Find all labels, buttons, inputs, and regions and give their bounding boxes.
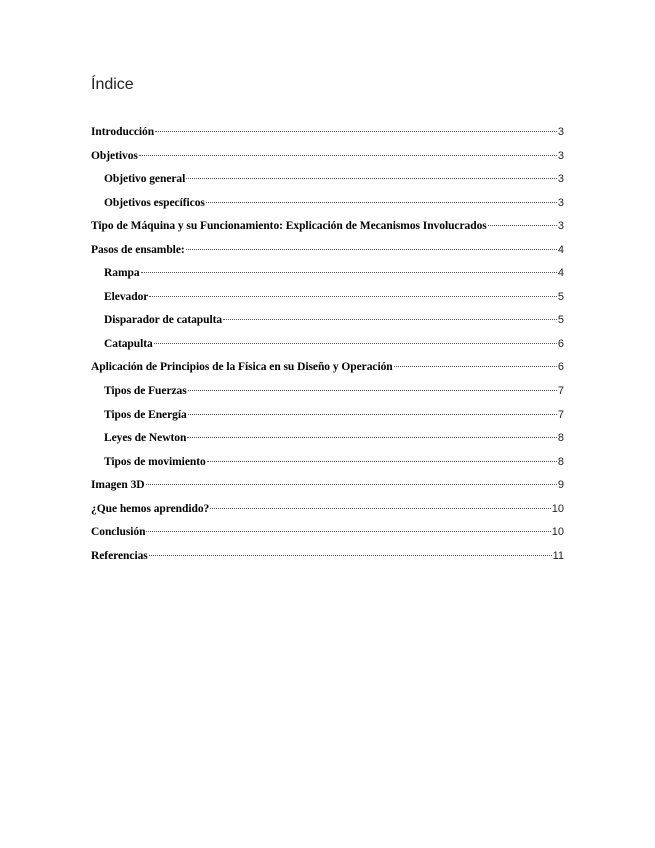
- toc-dot-leader: [186, 249, 557, 250]
- toc-entry-label: Objetivos: [91, 149, 138, 162]
- toc-dot-leader: [488, 225, 557, 226]
- toc-entry-page-number: 8: [557, 432, 564, 445]
- table-of-contents: [91, 121, 564, 568]
- toc-dot-leader: [149, 555, 552, 556]
- toc-entry-page-number: 3: [557, 220, 564, 233]
- toc-entry[interactable]: [91, 239, 564, 263]
- toc-entry-label: Objetivos específicos: [104, 196, 205, 209]
- toc-entry[interactable]: [91, 404, 564, 428]
- toc-entry[interactable]: [91, 427, 564, 451]
- toc-dot-leader: [223, 319, 557, 320]
- toc-entry[interactable]: [91, 521, 564, 545]
- toc-entry-page-number: 10: [551, 526, 564, 539]
- toc-entry-label: Pasos de ensamble:: [91, 243, 185, 256]
- toc-dot-leader: [210, 508, 551, 509]
- toc-dot-leader: [394, 366, 557, 367]
- toc-entry-page-number: 7: [557, 408, 564, 421]
- toc-entry-page-number: 7: [557, 385, 564, 398]
- toc-entry-page-number: 3: [557, 126, 564, 138]
- toc-entry-page-number: 5: [557, 290, 564, 303]
- toc-entry-page-number: 3: [557, 196, 564, 209]
- toc-dot-leader: [187, 437, 557, 438]
- toc-entry[interactable]: [91, 545, 564, 569]
- toc-entry-label: Disparador de catapulta: [104, 314, 223, 327]
- toc-entry[interactable]: [91, 451, 564, 475]
- toc-entry-label: Referencias: [91, 549, 148, 562]
- toc-dot-leader: [188, 390, 557, 391]
- toc-entry-page-number: 9: [557, 479, 564, 492]
- toc-entry-label: Aplicación de Principios de la Física en su Diseño y Operación: [91, 361, 393, 374]
- toc-entry-label: Imagen 3D: [91, 479, 145, 492]
- toc-entry[interactable]: [91, 356, 564, 380]
- toc-dot-leader: [146, 531, 550, 532]
- toc-entry-label: Introducción: [91, 126, 155, 138]
- toc-dot-leader: [188, 414, 557, 415]
- toc-entry-page-number: 4: [557, 243, 564, 256]
- toc-entry[interactable]: [91, 309, 564, 333]
- toc-entry-label: Tipos de Fuerzas: [104, 385, 187, 398]
- toc-entry[interactable]: [91, 498, 564, 522]
- toc-entry-label: Objetivo general: [104, 173, 186, 186]
- toc-dot-leader: [139, 155, 557, 156]
- toc-entry-page-number: 4: [557, 267, 564, 280]
- toc-entry-label: Rampa: [104, 267, 140, 280]
- toc-entry-page-number: 3: [557, 173, 564, 186]
- toc-entry-page-number: 3: [557, 149, 564, 162]
- toc-entry-label: Tipos de Energía: [104, 408, 187, 421]
- toc-entry-page-number: 6: [557, 361, 564, 374]
- toc-entry-page-number: 6: [557, 337, 564, 350]
- toc-entry[interactable]: [91, 145, 564, 169]
- toc-dot-leader: [206, 202, 557, 203]
- toc-dot-leader: [155, 131, 557, 132]
- toc-entry-page-number: 5: [557, 314, 564, 327]
- toc-entry[interactable]: [91, 333, 564, 357]
- toc-entry[interactable]: [91, 192, 564, 216]
- toc-entry-label: Conclusión: [91, 526, 146, 539]
- toc-entry[interactable]: [91, 215, 564, 239]
- toc-entry-label: Elevador: [104, 290, 149, 303]
- toc-dot-leader: [146, 484, 557, 485]
- toc-entry[interactable]: [91, 262, 564, 286]
- toc-dot-leader: [207, 461, 557, 462]
- toc-entry[interactable]: [91, 380, 564, 404]
- toc-entry[interactable]: [91, 474, 564, 498]
- toc-dot-leader: [186, 178, 557, 179]
- toc-entry[interactable]: [91, 121, 564, 145]
- toc-entry-label: Leyes de Newton: [104, 432, 187, 445]
- toc-entry-page-number: 11: [552, 549, 564, 562]
- toc-dot-leader: [154, 343, 557, 344]
- toc-entry[interactable]: [91, 286, 564, 310]
- toc-entry-label: ¿Que hemos aprendido?: [91, 502, 210, 515]
- toc-dot-leader: [141, 272, 557, 273]
- toc-entry-label: Tipos de movimiento: [104, 455, 206, 468]
- toc-title: Índice: [91, 76, 134, 93]
- toc-entry[interactable]: [91, 168, 564, 192]
- toc-entry-label: Tipo de Máquina y su Funcionamiento: Explicación de Mecanismos Involucrados: [91, 220, 487, 233]
- toc-entry-page-number: 10: [551, 502, 564, 515]
- toc-entry-page-number: 8: [557, 455, 564, 468]
- toc-dot-leader: [149, 296, 557, 297]
- toc-entry-label: Catapulta: [104, 337, 153, 350]
